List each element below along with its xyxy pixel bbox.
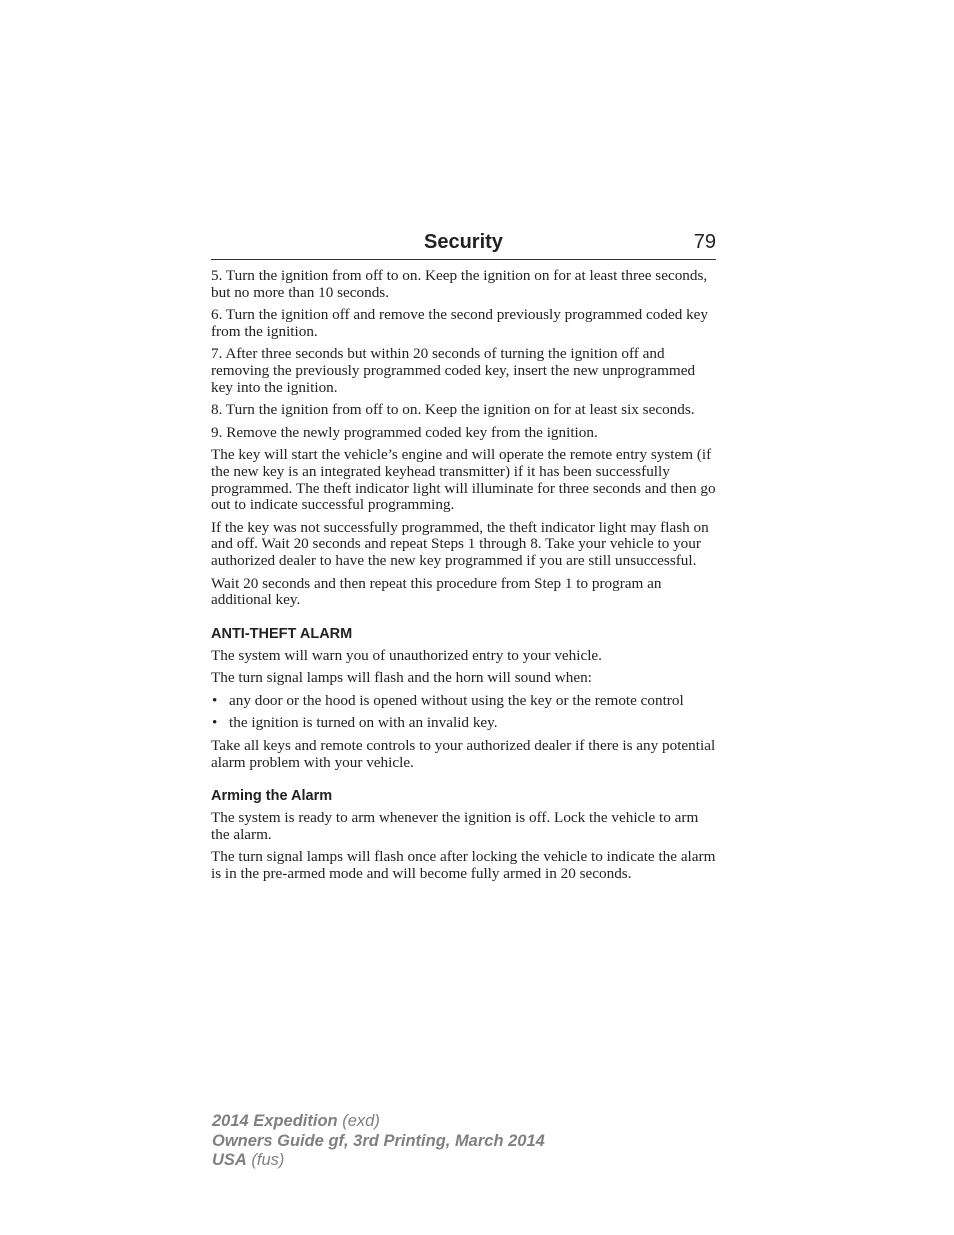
paragraph-unsuccessful: If the key was not successfully programmed, the theft indicator light may flash on and off. Wait 20 seconds and repeat Steps 1 through 8. Take your vehicle to your authorized dealer to have the new key programmed if you are still unsuccessful.: [211, 518, 709, 569]
bullet-icon: •: [212, 714, 218, 732]
page-number: 79: [693, 231, 716, 253]
footer-line-1: [212, 1112, 545, 1132]
bullet-icon: •: [212, 691, 218, 709]
page-header: [211, 228, 716, 260]
footer-line-3: [212, 1151, 545, 1171]
footer-model: 2014 Expedition: [212, 1112, 338, 1130]
anti-theft-closing: Take all keys and remote controls to your authorized dealer if there is any potential alarm problem with your vehicle.: [211, 737, 716, 771]
footer-market-code: (fus): [246, 1151, 285, 1169]
step-8: 8. Turn the ignition from off to on. Keep the ignition on for at least six seconds.: [211, 401, 695, 419]
footer-market: USA: [212, 1151, 247, 1169]
paragraph-key-start: The key will start the vehicle’s engine and will operate the remote entry system (if the new key is an integrated keyhead transmitter) if it has been successfully programmed. The theft indicator light will illuminate for three seconds and then go out to indicate successful programming.: [211, 446, 716, 514]
list-item: [211, 693, 717, 710]
section-title: Security: [424, 231, 503, 253]
anti-theft-heading: ANTI-THEFT ALARM: [211, 625, 353, 642]
alarm-trigger-list: [211, 693, 717, 732]
arming-paragraph-1: The system is ready to arm whenever the ignition is off. Lock the vehicle to arm the alarm.: [211, 809, 699, 843]
list-item-text: any door or the hood is opened without using the key or the remote control: [229, 691, 684, 709]
footer-model-code: (exd): [337, 1112, 380, 1130]
page-body: [211, 268, 717, 889]
paragraph-additional-key: Wait 20 seconds and then repeat this procedure from Step 1 to program an additional key.: [211, 574, 662, 609]
anti-theft-intro: The system will warn you of unauthorized entry to your vehicle.: [211, 646, 602, 664]
arming-paragraph-2: The turn signal lamps will flash once after locking the vehicle to indicate the alarm is in the pre-armed mode and will become fully armed in 20 seconds.: [211, 848, 716, 883]
step-7: 7. After three seconds but within 20 seconds of turning the ignition off and removing the previously programmed coded key, insert the new unprogrammed key into the ignition.: [211, 345, 696, 396]
anti-theft-lead: The turn signal lamps will flash and the horn will sound when:: [211, 669, 592, 687]
step-9: 9. Remove the newly programmed coded key from the ignition.: [211, 423, 598, 441]
document-footer: [212, 1112, 545, 1171]
step-5: 5. Turn the ignition from off to on. Keep the ignition on for at least three seconds, but no more than 10 seconds.: [211, 267, 708, 301]
arming-heading: Arming the Alarm: [211, 788, 333, 805]
list-item: [211, 715, 717, 732]
step-6: 6. Turn the ignition off and remove the second previously programmed coded key from the ignition.: [211, 306, 709, 340]
footer-line-2: Owners Guide gf, 3rd Printing, March 2014: [212, 1131, 545, 1150]
list-item-text: the ignition is turned on with an invalid key.: [229, 714, 498, 732]
